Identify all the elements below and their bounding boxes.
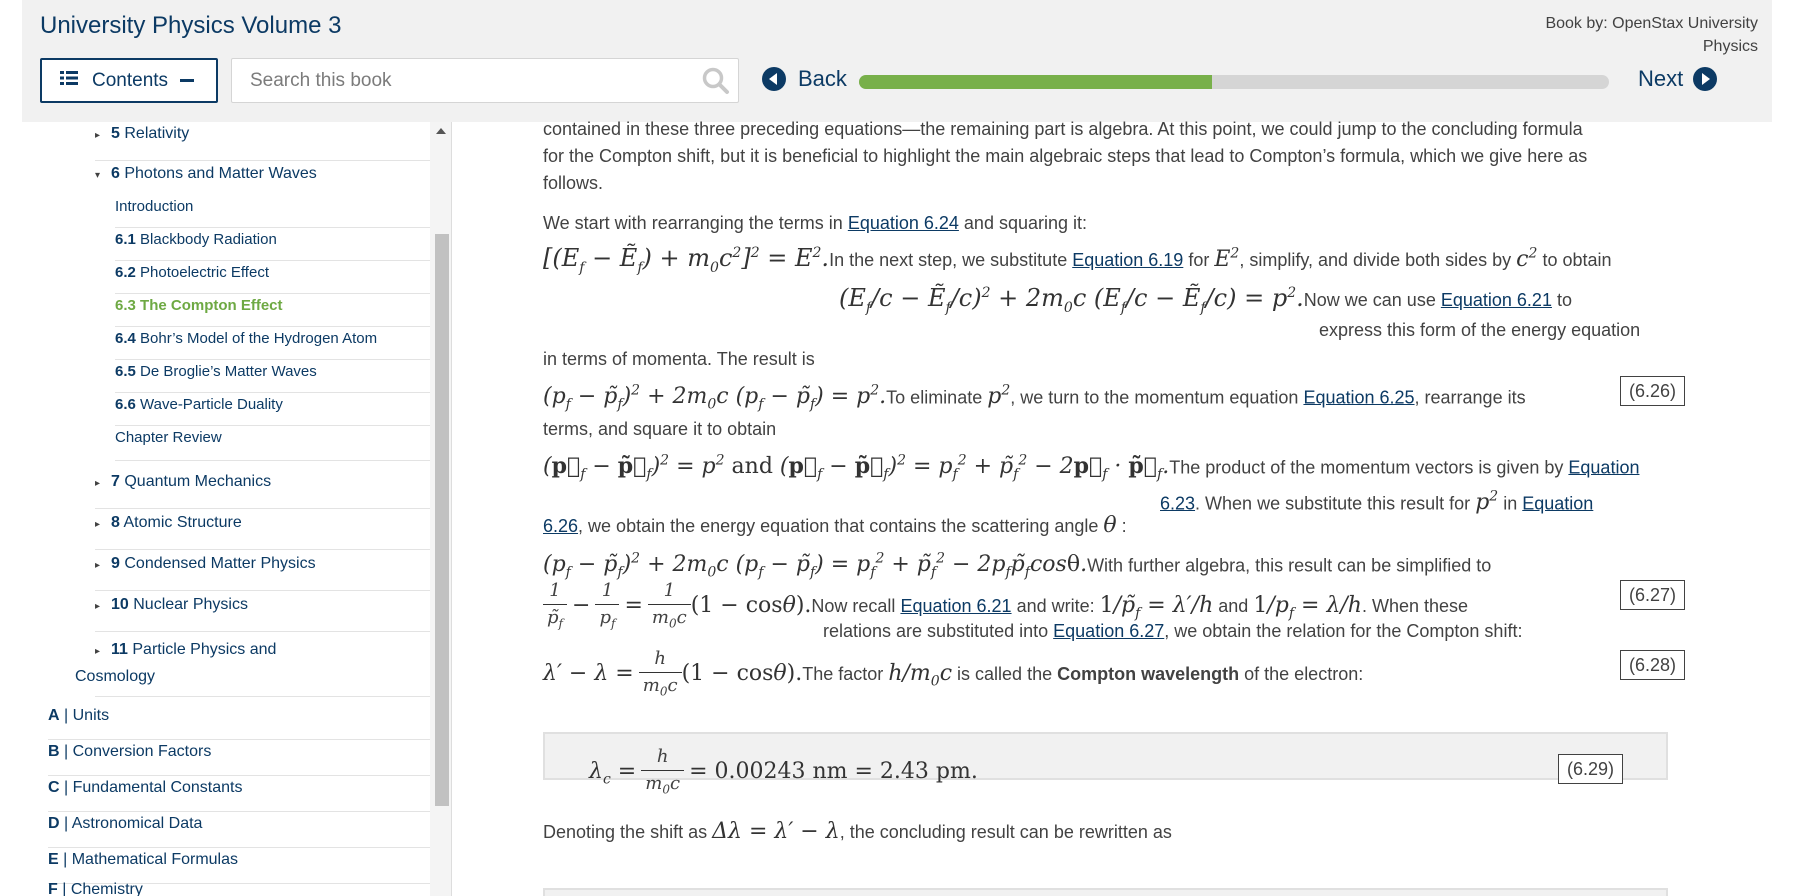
math-p-squared: $p^2$ [1475, 489, 1499, 516]
text: of the electron: [1244, 664, 1364, 685]
triangle-right-icon: ▸ [95, 601, 101, 612]
math-relation-lambda: $1/p_f = \lambda/h$ [1253, 593, 1362, 622]
triangle-right-icon: ▸ [95, 519, 101, 530]
math-op: (1 − cosθ). [681, 661, 803, 687]
text-line: follows. [543, 173, 604, 193]
section-label: Blackbody Radiation [140, 231, 277, 248]
text: and write: [1016, 596, 1095, 617]
text-line: express this form of the energy equation [1319, 320, 1641, 340]
search-input[interactable] [232, 59, 672, 102]
chapter-label: Quantum Mechanics [124, 473, 272, 490]
next-button[interactable] [1638, 66, 1717, 92]
equation-row-7 [543, 646, 1673, 705]
link-equation-6-25[interactable]: Equation 6.25 [1303, 387, 1415, 408]
chapter-number: 7 [111, 473, 120, 490]
math-op: (1 − cosθ). [690, 593, 812, 619]
appendix-letter: A [48, 707, 60, 724]
compton-wavelength-value: = 0.00243 nm = 2.43 pm. [689, 759, 978, 785]
toc-appendix-d[interactable]: D | Astronomical Data [48, 815, 434, 848]
back-label: Back [798, 66, 847, 91]
link-equation-6-21[interactable]: Equation 6.21 [1440, 290, 1552, 310]
appendix-label: Conversion Factors [72, 743, 212, 760]
math-h-over-m0c: $h/m_0c$ [888, 661, 953, 690]
section-label: Bohr’s Model of the Hydrogen Atom [140, 330, 378, 347]
text: With further algebra, this result can be simplified to [1087, 555, 1492, 576]
appendix-label: Chemistry [70, 881, 143, 896]
contents-label: Contents [92, 69, 169, 91]
link-equation-6-23-cont[interactable]: 6.23 [1160, 493, 1196, 514]
fraction-h-over-m0c-2: $\frac{h}{m_0c}$ [641, 744, 684, 803]
appendix-letter: E [48, 851, 59, 868]
link-equation-6-19[interactable]: Equation 6.19 [1072, 250, 1184, 270]
next-label: Next [1638, 66, 1684, 91]
text: We start with rearranging the terms in [543, 213, 843, 233]
triangle-right-icon: ▸ [95, 478, 101, 489]
search-box [231, 58, 739, 103]
book-author: Book by: OpenStax University Physics [1545, 15, 1758, 55]
toc-appendix-c[interactable]: C | Fundamental Constants [48, 779, 434, 812]
equation-number-6-29: (6.29) [1558, 754, 1623, 784]
toc-appendix-a[interactable]: A | Units [48, 707, 434, 740]
section-label: Wave-Particle Duality [140, 396, 283, 413]
progress-fill [859, 75, 1212, 89]
chapter-label: Relativity [124, 125, 190, 142]
toc-section-introduction[interactable] [115, 198, 434, 228]
chapter-number: 8 [111, 514, 120, 531]
search-icon[interactable] [702, 67, 730, 100]
chapter-label: Photons and Matter Waves [124, 165, 317, 182]
section-label: Photoelectric Effect [140, 264, 269, 281]
appendix-letter: C [48, 779, 60, 796]
text: To eliminate [886, 387, 983, 408]
chapter-label-line2: Cosmology [75, 668, 156, 685]
section-number: 6.1 [115, 231, 136, 248]
energy-momentum-math: ($E_f/c$ − Ẽ$_f$/c)$^2$ + $2m_0c$ ($E_f/c$ − Ẽ$_f$/c) = $p^2$. [839, 284, 1304, 316]
text: and squaring it: [963, 213, 1088, 233]
chapter-label: Nuclear Physics [133, 596, 248, 613]
triangle-right-icon: ▸ [95, 560, 101, 571]
equation-row-4 [543, 448, 1673, 489]
equation-row-6-cont [823, 618, 1522, 645]
toc-section-chapter-review[interactable] [115, 429, 434, 461]
math-op: = [624, 593, 643, 619]
section-number: 6.4 [115, 330, 136, 347]
link-equation-6-26[interactable]: Equation [1522, 493, 1594, 514]
minus-icon [180, 79, 194, 82]
book-header [22, 0, 1772, 122]
text: Now recall [811, 596, 896, 617]
text: , rearrange its [1414, 387, 1526, 408]
triangle-down-icon: ▾ [95, 170, 101, 181]
text: to [1556, 290, 1572, 310]
appendix-label: Mathematical Formulas [71, 851, 238, 868]
scroll-up-arrow-icon[interactable] [436, 128, 446, 134]
toc-appendix-f[interactable]: F | Chemistry [48, 881, 143, 896]
fraction-1-over-p-tilde: $\frac{1}{p̃_f}$ [543, 578, 567, 637]
link-equation-6-24[interactable]: Equation 6.24 [847, 213, 959, 233]
text-line: for the Compton shift, but it is beneficial to highlight the main algebraic steps that lead to Compton’s formula, which we give here as [543, 146, 1588, 166]
list-icon [60, 70, 78, 92]
paragraph-momenta: in terms of momenta. The result is [543, 349, 815, 369]
text: and [1218, 596, 1249, 617]
math-relation-lambda-prime: $1/p̃_f = \lambda'/h$ [1099, 593, 1214, 622]
equation-row-3 [543, 378, 1673, 419]
paragraph-terms: terms, and square it to obtain [543, 419, 777, 439]
compton-wavelength-math: $\lambda_c$ = [589, 759, 637, 788]
text: . When we substitute this result for [1195, 493, 1471, 514]
text: , the concluding result can be rewritten as [839, 822, 1172, 842]
math-c-squared: $c^2$ [1516, 245, 1538, 272]
compton-shift-math: λ′ − λ = [543, 661, 634, 687]
chapter-number: 11 [111, 641, 128, 658]
chapter-label: Condensed Matter Physics [124, 555, 316, 572]
toc-section-6-6[interactable] [115, 396, 434, 426]
chevron-left-icon [762, 67, 786, 91]
paragraph-rearrange [543, 210, 1087, 237]
chapter-number: 6 [111, 165, 120, 182]
toc-chapter-9[interactable] [95, 555, 434, 591]
sidebar-scrollbar-thumb[interactable] [435, 234, 449, 806]
text: In the next step, we substitute [829, 250, 1068, 270]
toc-appendix-e[interactable]: E | Mathematical Formulas [48, 851, 434, 884]
section-label: The Compton Effect [140, 297, 283, 314]
toc-chapter-7[interactable] [95, 473, 434, 509]
text: , we obtain the energy equation that contains the scattering angle [578, 516, 1099, 536]
chevron-right-icon [1693, 67, 1717, 91]
toc-section-6-1[interactable] [115, 231, 434, 261]
section-number: 6.5 [115, 363, 136, 380]
text-line: contained in these three preceding equations—the remaining part is algebra. At this point, we could jump to the concluding formula [543, 119, 1583, 139]
triangle-right-icon: ▸ [95, 646, 101, 657]
text: . When these [1361, 596, 1469, 617]
chapter-label: Atomic Structure [123, 514, 242, 531]
text: for [1188, 250, 1210, 270]
math-theta: θ [1103, 513, 1117, 538]
link-equation-6-23[interactable]: Equation [1568, 457, 1640, 478]
text: The product of the momentum vectors is given by [1169, 457, 1564, 478]
chapter-label: Particle Physics and [132, 641, 277, 658]
text: , we turn to the momentum equation [1010, 387, 1299, 408]
book-title[interactable]: University Physics Volume 3 [40, 12, 342, 39]
text: to obtain [1542, 250, 1612, 270]
toc-section-6-3-active[interactable] [115, 297, 434, 327]
chapter-number: 10 [111, 596, 129, 613]
toc-appendix-b[interactable]: B | Conversion Factors [48, 743, 434, 776]
section-number: 6.3 [115, 297, 136, 314]
table-of-contents [22, 122, 452, 896]
text: Now we can use [1303, 290, 1436, 310]
equation-box-next [543, 888, 1668, 896]
math-p-squared: $p^2$ [987, 383, 1011, 410]
chapter-number: 5 [111, 125, 120, 142]
toc-section-6-2[interactable] [115, 264, 434, 294]
appendix-letter: D [48, 815, 60, 832]
math-delta-lambda: Δλ = λ′ − λ [712, 819, 840, 844]
toc-chapter-10[interactable] [95, 596, 434, 632]
paragraph-scattering: 6.26, we obtain the energy equation that contains the scattering angle θ : [543, 513, 1127, 538]
text: , we obtain the relation for the Compton shift: [1164, 621, 1523, 641]
toc-section-6-5[interactable] [115, 363, 434, 393]
toc-section-6-4[interactable] [115, 330, 434, 360]
triangle-right-icon: ▸ [95, 130, 101, 141]
appendix-letter: F [48, 881, 58, 896]
book-progress-bar [859, 75, 1609, 89]
link-equation-6-26-cont[interactable]: 6.26 [543, 516, 579, 536]
equation-number-6-26: (6.26) [1620, 376, 1685, 406]
section-number: 6.2 [115, 264, 136, 281]
equation-number-6-28: (6.28) [1620, 650, 1685, 680]
appendix-label: Fundamental Constants [72, 779, 243, 796]
fraction-1-over-p: $\frac{1}{p_f}$ [595, 578, 619, 637]
link-equation-6-21-b[interactable]: Equation 6.21 [900, 596, 1012, 617]
momentum-vector-math: ($p⃗_f$ − $p̃⃗_f)^2 = p^2$ and ($p⃗_f$ − $p̃⃗_f)^2 = p_f^2$ + $p̃_f^2$ − $2p⃗_f$ · $p̃⃗_f$. [543, 453, 1170, 483]
equation-number-6-27: (6.27) [1620, 580, 1685, 610]
fraction-1-over-m0c: $\frac{1}{m_0c}$ [648, 578, 691, 637]
link-equation-6-27[interactable]: Equation 6.27 [1053, 621, 1165, 641]
back-button[interactable] [762, 66, 847, 92]
equation-row-2 [839, 280, 1679, 322]
appendix-label: Astronomical Data [71, 815, 203, 832]
section-label: Introduction [115, 198, 194, 215]
page-content [543, 119, 1677, 896]
toc-chapter-5[interactable] [95, 125, 434, 161]
equation-6-26-math: ($p_f$ − $p̃_f)^2 + 2m_0c$ ($p_f$ − $p̃_f) = p^2$. [543, 383, 887, 413]
section-label: Chapter Review [115, 429, 222, 446]
chapter-number: 9 [111, 555, 120, 572]
appendix-letter: B [48, 743, 60, 760]
toc-chapter-6[interactable] [95, 165, 317, 183]
text: Denoting the shift as [543, 822, 708, 842]
text: in [1503, 493, 1518, 514]
section-label: De Broglie’s Matter Waves [140, 363, 317, 380]
paragraph-intro [543, 116, 1587, 197]
paragraph-denoting-shift [543, 818, 1172, 846]
equation-row-4-cont [1160, 484, 1593, 517]
contents-toggle-button[interactable] [40, 58, 218, 103]
term-compton-wavelength: Compton wavelength [1057, 664, 1240, 685]
equation-6-25-math: [($E_f$ − Ẽ$_f$) + $m_0c^2]^2 = E^2$. [543, 244, 830, 276]
toc-chapter-8[interactable] [95, 514, 434, 550]
equation-row-8 [589, 744, 978, 803]
text: , simplify, and divide both sides by [1239, 250, 1512, 270]
text: The factor [802, 664, 884, 685]
math-op: − [572, 593, 591, 619]
equation-row-1 [543, 240, 1673, 282]
text: relations are substituted into [823, 621, 1049, 641]
math-E-squared: $E^2$ [1214, 245, 1240, 272]
text: is called the [957, 664, 1053, 685]
toc-chapter-11[interactable] [75, 637, 434, 697]
appendix-label: Units [72, 707, 110, 724]
scattering-equation-math: ($p_f$ − $p̃_f)^2 + 2m_0c$ ($p_f$ − $p̃_f) = p_f^2$ + $p̃_f^2$ − $2p_fp̃_f\cos\theta$. [543, 551, 1088, 581]
section-number: 6.6 [115, 396, 136, 413]
fraction-h-over-m0c: $\frac{h}{m_0c}$ [639, 646, 682, 705]
